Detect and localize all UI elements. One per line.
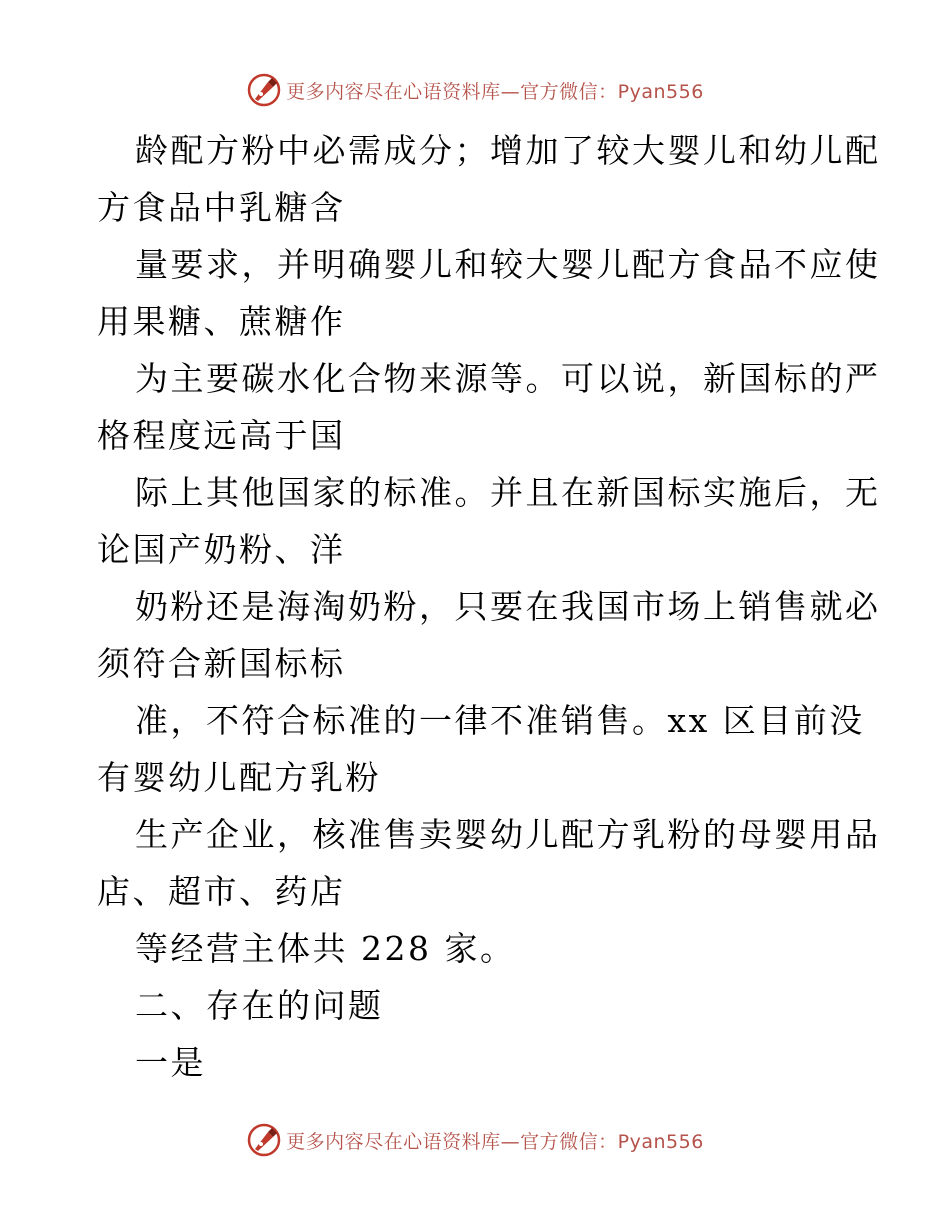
- text-line: 格程度远高于国: [97, 416, 346, 455]
- text-line: 为主要碳水化合物来源等。可以说，新国标的严: [135, 359, 881, 398]
- text-line: 论国产奶粉、洋: [97, 530, 346, 569]
- text-line: 用果糖、蔗糖作: [97, 302, 346, 341]
- header-banner-text: 更多内容尽在心语资料库—官方微信：Pyan556: [286, 80, 704, 103]
- section-heading: 二、存在的问题: [135, 986, 384, 1025]
- text-line: 方食品中乳糖含: [97, 188, 346, 227]
- text-line: 准，不符合标准的一律不准销售。xx 区目前没: [135, 701, 865, 740]
- header-banner: [0, 70, 950, 110]
- document-body: [97, 122, 881, 1091]
- footer-banner: [0, 1120, 950, 1160]
- text-line: 一是: [135, 1043, 206, 1082]
- text-line: 量要求，并明确婴儿和较大婴儿配方食品不应使: [135, 245, 881, 284]
- text-line: 龄配方粉中必需成分；增加了较大婴儿和幼儿配: [135, 131, 881, 170]
- text-line: 等经营主体共 228 家。: [135, 929, 516, 968]
- footer-banner-text: 更多内容尽在心语资料库—官方微信：Pyan556: [286, 1130, 704, 1153]
- text-line: 奶粉还是海淘奶粉，只要在我国市场上销售就必: [135, 587, 881, 626]
- text-line: 有婴幼儿配方乳粉: [97, 758, 381, 797]
- pen-nib-logo-icon: [246, 1122, 282, 1158]
- pen-nib-logo-icon: [246, 72, 282, 108]
- text-line: 店、超市、药店: [97, 872, 346, 911]
- text-line: 须符合新国标标: [97, 644, 346, 683]
- text-line: 际上其他国家的标准。并且在新国标实施后，无: [135, 473, 881, 512]
- text-line: 生产企业，核准售卖婴幼儿配方乳粉的母婴用品: [135, 815, 881, 854]
